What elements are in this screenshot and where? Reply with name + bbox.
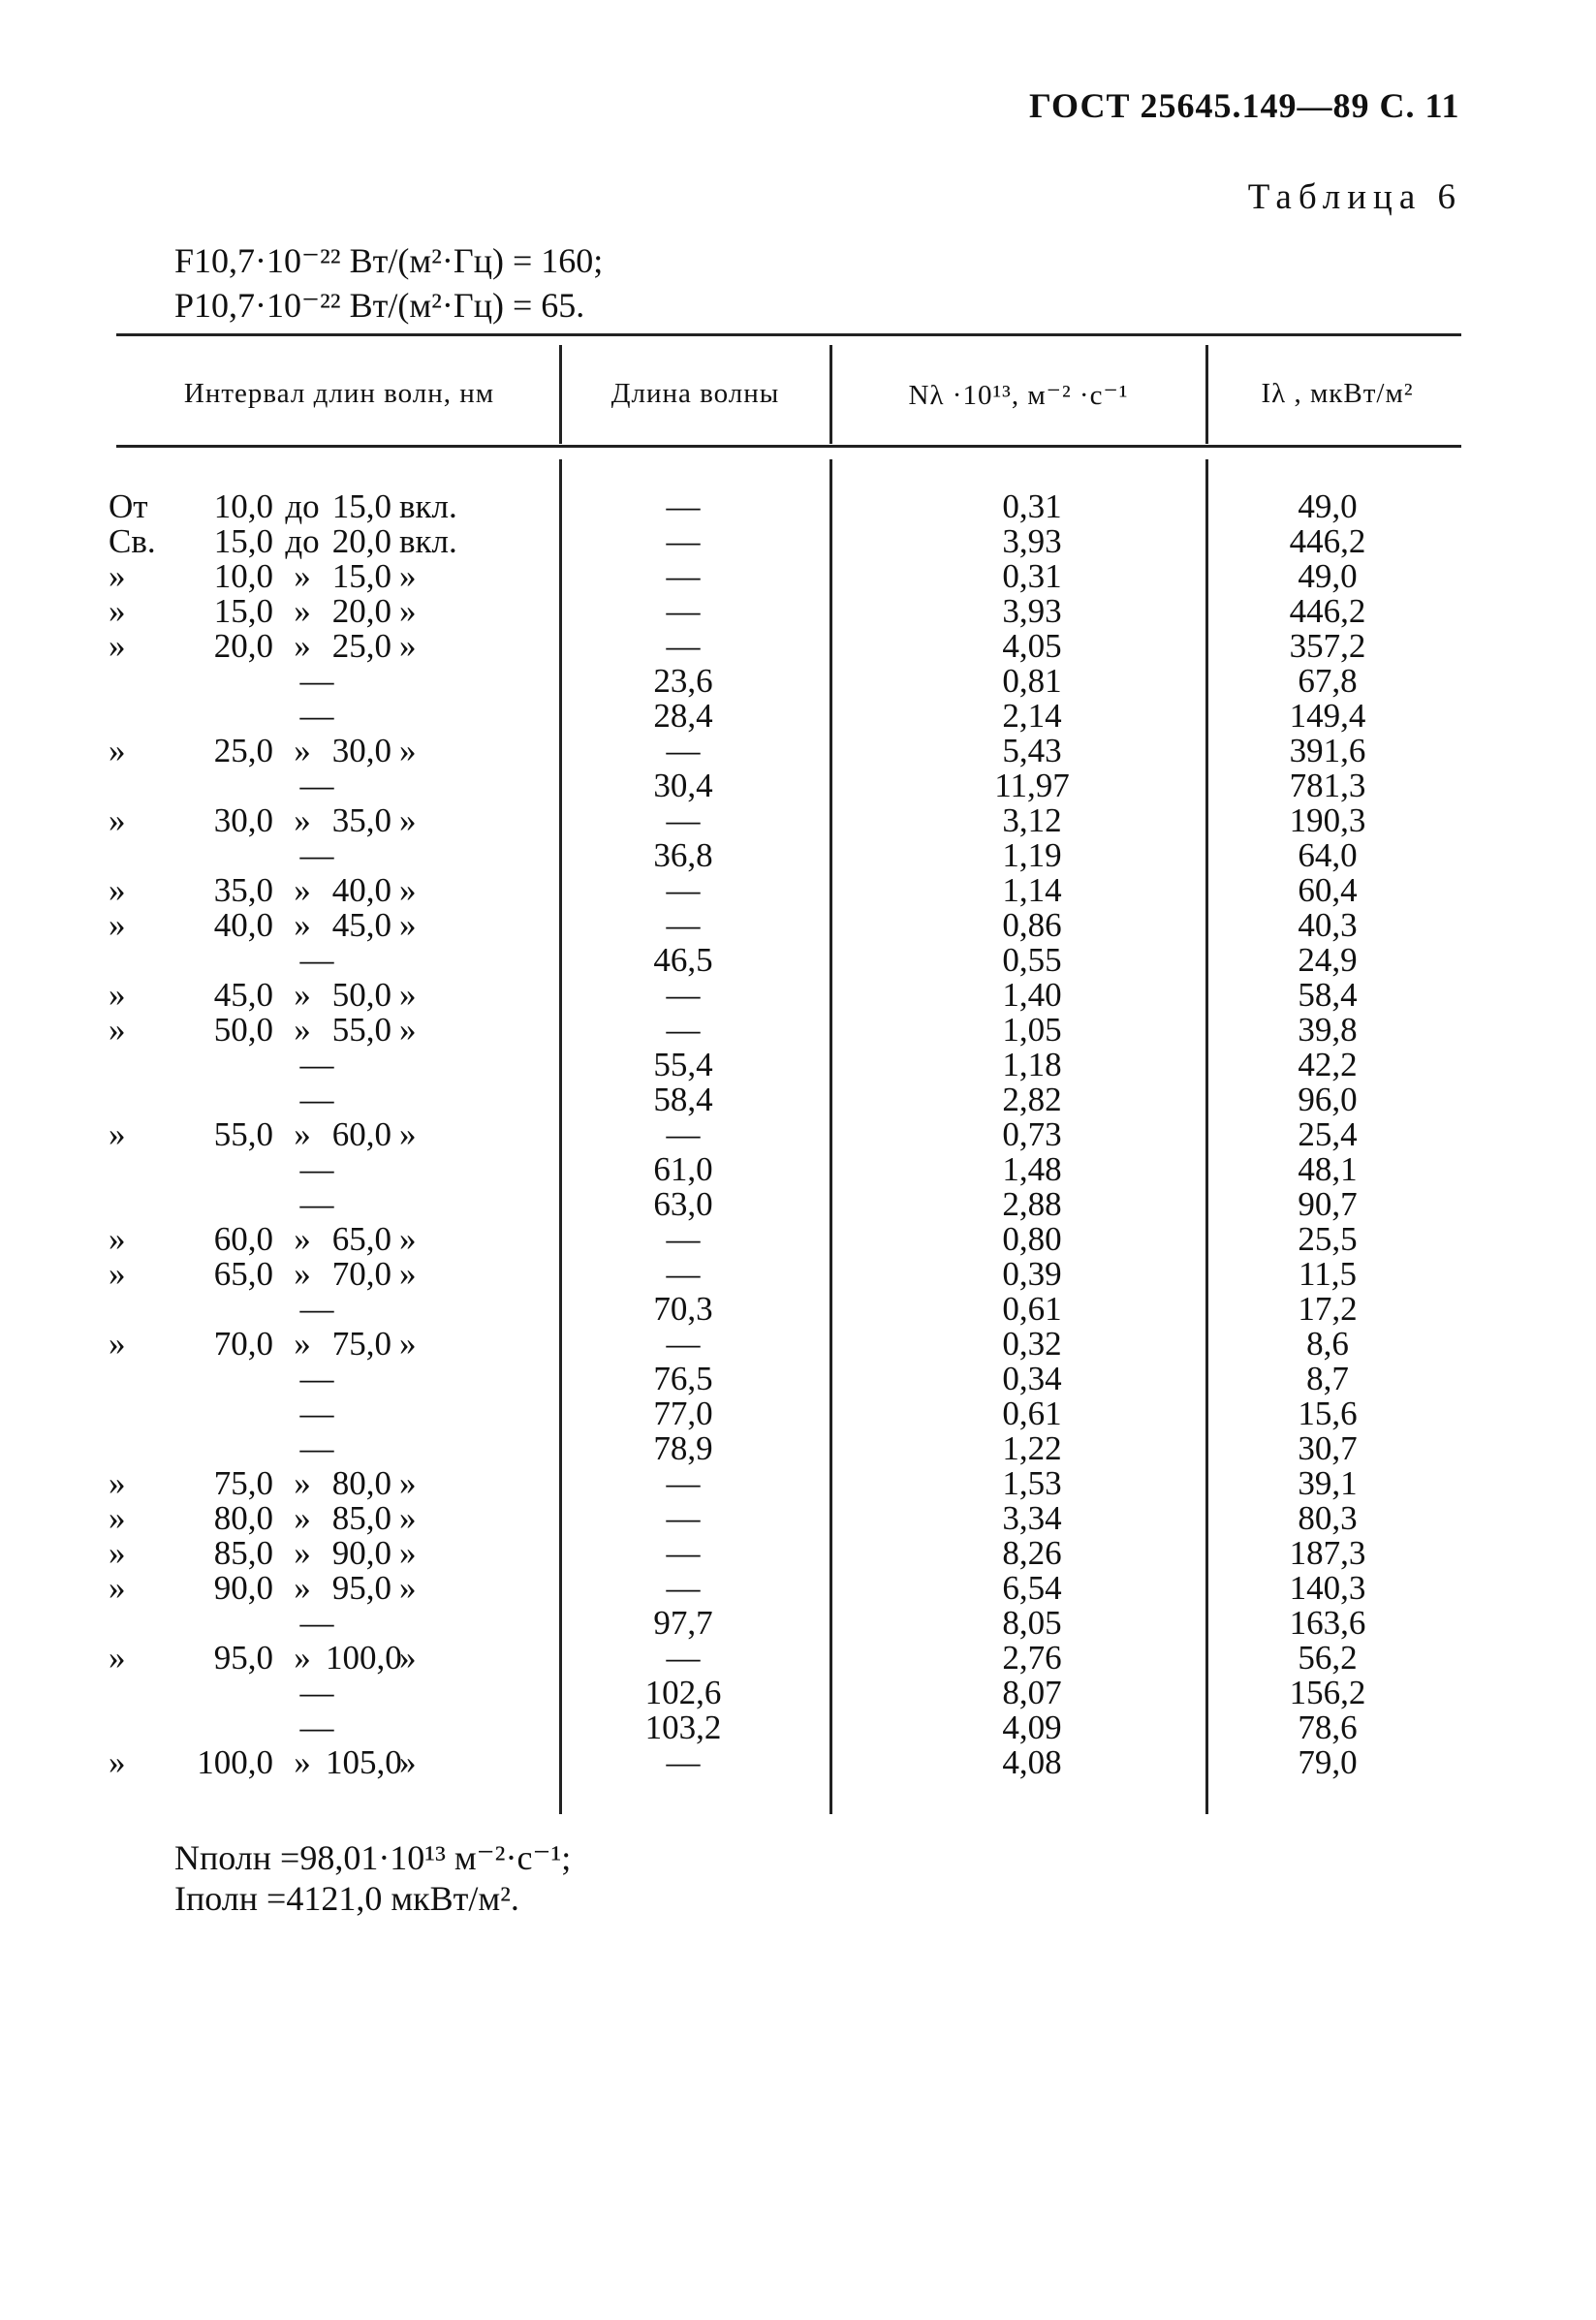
intensity-cell: 190,3 <box>1289 801 1366 839</box>
interval-prefix: » <box>109 592 126 630</box>
intensity-cell: 391,6 <box>1289 732 1366 769</box>
interval-connector: » <box>294 592 311 630</box>
table-row <box>0 1362 1596 1396</box>
wavelength-cell: — <box>666 1011 701 1049</box>
interval-prefix: » <box>109 1534 126 1572</box>
interval-prefix: » <box>109 906 126 944</box>
flux-cell: 11,97 <box>994 767 1070 804</box>
wavelength-cell: — <box>666 1220 701 1258</box>
interval-connector: » <box>294 871 311 909</box>
table-row <box>0 1710 1596 1745</box>
interval-from: 85,0 <box>213 1534 273 1572</box>
intensity-cell: 39,8 <box>1298 1011 1358 1049</box>
p107-line: P10,7·10⁻²² Вт/(м²·Гц) = 65. <box>174 286 585 325</box>
column-header-intensity: Iλ , мкВт/м² <box>1261 378 1414 409</box>
flux-cell: 1,18 <box>1002 1046 1062 1083</box>
flux-cell: 6,54 <box>1002 1569 1062 1607</box>
flux-cell: 0,80 <box>1002 1220 1062 1258</box>
interval-connector: » <box>294 1743 311 1781</box>
table-row <box>0 873 1596 908</box>
intensity-cell: 58,4 <box>1298 976 1358 1014</box>
table-row <box>0 1222 1596 1257</box>
wavelength-cell: 70,3 <box>653 1290 713 1328</box>
flux-cell: 1,05 <box>1002 1011 1062 1049</box>
interval-to: 75,0 <box>331 1325 391 1363</box>
flux-cell: 0,81 <box>1002 662 1062 700</box>
table-row <box>0 559 1596 594</box>
interval-from: 75,0 <box>213 1464 273 1502</box>
wavelength-cell: 77,0 <box>653 1395 713 1432</box>
table-row <box>0 768 1596 803</box>
interval-prefix: » <box>109 1743 126 1781</box>
interval-from: 20,0 <box>213 627 273 665</box>
wavelength-cell: 63,0 <box>653 1185 713 1223</box>
interval-from: 70,0 <box>213 1325 273 1363</box>
interval-to: 85,0 <box>331 1499 391 1537</box>
flux-cell: 8,05 <box>1002 1604 1062 1642</box>
intensity-cell: 15,6 <box>1298 1395 1358 1432</box>
interval-from: 65,0 <box>213 1255 273 1293</box>
interval-suffix: » <box>399 1499 417 1537</box>
table-row <box>0 1187 1596 1222</box>
table-row <box>0 838 1596 873</box>
flux-cell: 1,53 <box>1002 1464 1062 1502</box>
interval-prefix: » <box>109 801 126 839</box>
interval-connector: » <box>294 627 311 665</box>
interval-prefix: » <box>109 1639 126 1677</box>
interval-from: 60,0 <box>213 1220 273 1258</box>
table-row <box>0 1676 1596 1710</box>
interval-prefix: » <box>109 1011 126 1049</box>
interval-dash: — <box>299 1429 334 1467</box>
table-row <box>0 1257 1596 1292</box>
interval-suffix: » <box>399 976 417 1014</box>
wavelength-cell: 58,4 <box>653 1081 713 1118</box>
interval-connector: » <box>294 1325 311 1363</box>
flux-cell: 2,82 <box>1002 1081 1062 1118</box>
wavelength-cell: — <box>666 522 701 560</box>
total-intensity: Iполн =4121,0 мкВт/м². <box>174 1879 519 1918</box>
interval-to: 100,0 <box>326 1639 402 1677</box>
interval-suffix: » <box>399 1639 417 1677</box>
wavelength-cell: — <box>666 1534 701 1572</box>
interval-connector: » <box>294 906 311 944</box>
interval-suffix: » <box>399 801 417 839</box>
interval-to: 20,0 <box>331 522 391 560</box>
interval-prefix: » <box>109 1325 126 1363</box>
flux-cell: 2,88 <box>1002 1185 1062 1223</box>
table-row <box>0 1327 1596 1362</box>
interval-suffix: » <box>399 1220 417 1258</box>
flux-cell: 4,05 <box>1002 627 1062 665</box>
wavelength-cell: 97,7 <box>653 1604 713 1642</box>
flux-cell: 0,73 <box>1002 1115 1062 1153</box>
wavelength-cell: 76,5 <box>653 1360 713 1397</box>
interval-to: 40,0 <box>331 871 391 909</box>
table-row <box>0 1152 1596 1187</box>
wavelength-cell: 61,0 <box>653 1150 713 1188</box>
table-row <box>0 978 1596 1013</box>
interval-dash: — <box>299 1360 334 1397</box>
header-divider-3 <box>1205 345 1208 444</box>
interval-to: 25,0 <box>331 627 391 665</box>
interval-suffix: » <box>399 1011 417 1049</box>
flux-cell: 0,86 <box>1002 906 1062 944</box>
interval-suffix: » <box>399 871 417 909</box>
interval-suffix: » <box>399 592 417 630</box>
table-row <box>0 1117 1596 1152</box>
interval-prefix: » <box>109 871 126 909</box>
interval-to: 20,0 <box>331 592 391 630</box>
interval-suffix: » <box>399 732 417 769</box>
table-row <box>0 664 1596 699</box>
intensity-cell: 79,0 <box>1298 1743 1358 1781</box>
interval-connector: » <box>294 1115 311 1153</box>
flux-cell: 0,32 <box>1002 1325 1062 1363</box>
intensity-cell: 56,2 <box>1298 1639 1358 1677</box>
intensity-cell: 30,7 <box>1298 1429 1358 1467</box>
intensity-cell: 42,2 <box>1298 1046 1358 1083</box>
wavelength-cell: — <box>666 1255 701 1293</box>
wavelength-cell: 28,4 <box>653 697 713 735</box>
table-row <box>0 699 1596 734</box>
intensity-cell: 90,7 <box>1298 1185 1358 1223</box>
interval-prefix: » <box>109 732 126 769</box>
interval-suffix: » <box>399 1743 417 1781</box>
table-row <box>0 1606 1596 1641</box>
interval-connector: » <box>294 976 311 1014</box>
interval-from: 95,0 <box>213 1639 273 1677</box>
interval-suffix: » <box>399 1255 417 1293</box>
interval-connector: » <box>294 1011 311 1049</box>
interval-from: 90,0 <box>213 1569 273 1607</box>
intensity-cell: 25,5 <box>1298 1220 1358 1258</box>
intensity-cell: 163,6 <box>1289 1604 1366 1642</box>
interval-dash: — <box>299 1185 334 1223</box>
interval-to: 90,0 <box>331 1534 391 1572</box>
interval-prefix: » <box>109 1220 126 1258</box>
interval-suffix: » <box>399 1464 417 1502</box>
wavelength-cell: — <box>666 1115 701 1153</box>
interval-prefix: От <box>109 487 148 525</box>
wavelength-cell: — <box>666 801 701 839</box>
wavelength-cell: — <box>666 732 701 769</box>
intensity-cell: 149,4 <box>1289 697 1366 735</box>
interval-from: 100,0 <box>197 1743 273 1781</box>
intensity-cell: 140,3 <box>1289 1569 1366 1607</box>
wavelength-cell: 102,6 <box>644 1674 722 1711</box>
table-row <box>0 594 1596 629</box>
flux-cell: 0,31 <box>1002 557 1062 595</box>
header-divider-1 <box>559 345 562 444</box>
table-row <box>0 1431 1596 1466</box>
wavelength-cell: — <box>666 1325 701 1363</box>
header-divider-2 <box>829 345 832 444</box>
table-row <box>0 1396 1596 1431</box>
intensity-cell: 11,5 <box>1299 1255 1357 1293</box>
page-header: ГОСТ 25645.149—89 С. 11 <box>1029 86 1460 125</box>
flux-cell: 8,26 <box>1002 1534 1062 1572</box>
table-row <box>0 943 1596 978</box>
wavelength-cell: — <box>666 1464 701 1502</box>
wavelength-cell: — <box>666 1499 701 1537</box>
total-flux: Nполн =98,01·10¹³ м⁻²·с⁻¹; <box>174 1838 572 1877</box>
interval-suffix: вкл. <box>399 487 457 525</box>
interval-from: 35,0 <box>213 871 273 909</box>
interval-to: 70,0 <box>331 1255 391 1293</box>
interval-to: 50,0 <box>331 976 391 1014</box>
flux-cell: 3,93 <box>1002 522 1062 560</box>
wavelength-cell: 46,5 <box>653 941 713 979</box>
interval-dash: — <box>299 662 334 700</box>
table-row <box>0 1013 1596 1048</box>
interval-dash: — <box>299 1081 334 1118</box>
wavelength-cell: 55,4 <box>653 1046 713 1083</box>
intensity-cell: 357,2 <box>1289 627 1366 665</box>
intensity-cell: 17,2 <box>1298 1290 1358 1328</box>
table-row <box>0 489 1596 524</box>
table-row <box>0 629 1596 664</box>
interval-from: 80,0 <box>213 1499 273 1537</box>
interval-connector: » <box>294 1534 311 1572</box>
flux-cell: 1,14 <box>1002 871 1062 909</box>
intensity-cell: 39,1 <box>1298 1464 1358 1502</box>
flux-cell: 1,40 <box>1002 976 1062 1014</box>
wavelength-cell: — <box>666 906 701 944</box>
intensity-cell: 67,8 <box>1298 662 1358 700</box>
interval-dash: — <box>299 836 334 874</box>
interval-connector: » <box>294 1639 311 1677</box>
interval-suffix: » <box>399 1569 417 1607</box>
interval-connector: » <box>294 1255 311 1293</box>
interval-prefix: » <box>109 1115 126 1153</box>
interval-to: 65,0 <box>331 1220 391 1258</box>
flux-cell: 3,93 <box>1002 592 1062 630</box>
wavelength-cell: — <box>666 1743 701 1781</box>
table-row <box>0 1536 1596 1571</box>
interval-dash: — <box>299 941 334 979</box>
column-header-flux: Nλ ·10¹³, м⁻² ·с⁻¹ <box>908 380 1129 411</box>
interval-prefix: » <box>109 976 126 1014</box>
intensity-cell: 446,2 <box>1289 592 1366 630</box>
intensity-cell: 25,4 <box>1298 1115 1358 1153</box>
intensity-cell: 446,2 <box>1289 522 1366 560</box>
intensity-cell: 49,0 <box>1298 487 1358 525</box>
interval-to: 105,0 <box>326 1743 402 1781</box>
interval-from: 45,0 <box>213 976 273 1014</box>
interval-prefix: » <box>109 627 126 665</box>
interval-suffix: » <box>399 627 417 665</box>
interval-dash: — <box>299 767 334 804</box>
column-header-interval: Интервал длин волн, нм <box>183 378 495 409</box>
intensity-cell: 60,4 <box>1298 871 1358 909</box>
interval-connector: » <box>294 732 311 769</box>
interval-dash: — <box>299 1709 334 1746</box>
table-row <box>0 1571 1596 1606</box>
interval-to: 95,0 <box>331 1569 391 1607</box>
interval-from: 10,0 <box>213 487 273 525</box>
flux-cell: 8,07 <box>1002 1674 1062 1711</box>
interval-connector: » <box>294 1464 311 1502</box>
intensity-cell: 78,6 <box>1298 1709 1358 1746</box>
interval-connector: » <box>294 1569 311 1607</box>
flux-cell: 0,39 <box>1002 1255 1062 1293</box>
flux-cell: 4,08 <box>1002 1743 1062 1781</box>
interval-suffix: » <box>399 557 417 595</box>
intensity-cell: 187,3 <box>1289 1534 1366 1572</box>
wavelength-cell: 36,8 <box>653 836 713 874</box>
interval-from: 15,0 <box>213 592 273 630</box>
interval-suffix: » <box>399 1534 417 1572</box>
interval-suffix: » <box>399 1325 417 1363</box>
wavelength-cell: — <box>666 627 701 665</box>
flux-cell: 2,14 <box>1002 697 1062 735</box>
interval-prefix: » <box>109 1499 126 1537</box>
intensity-cell: 80,3 <box>1298 1499 1358 1537</box>
interval-from: 40,0 <box>213 906 273 944</box>
flux-cell: 5,43 <box>1002 732 1062 769</box>
wavelength-cell: 23,6 <box>653 662 713 700</box>
totals-block <box>174 1837 571 1919</box>
table-row <box>0 1641 1596 1676</box>
interval-from: 50,0 <box>213 1011 273 1049</box>
interval-dash: — <box>299 1046 334 1083</box>
interval-to: 80,0 <box>331 1464 391 1502</box>
column-header-wavelength: Длина волны <box>610 378 780 409</box>
interval-from: 15,0 <box>213 522 273 560</box>
flux-cell: 1,48 <box>1002 1150 1062 1188</box>
table-row <box>0 1745 1596 1780</box>
interval-to: 60,0 <box>331 1115 391 1153</box>
interval-to: 15,0 <box>331 487 391 525</box>
table-row <box>0 1048 1596 1082</box>
interval-suffix: » <box>399 906 417 944</box>
table-row <box>0 908 1596 943</box>
interval-dash: — <box>299 1395 334 1432</box>
wavelength-cell: — <box>666 976 701 1014</box>
flux-cell: 0,61 <box>1002 1395 1062 1432</box>
intensity-cell: 156,2 <box>1289 1674 1366 1711</box>
interval-dash: — <box>299 1290 334 1328</box>
interval-prefix: » <box>109 1464 126 1502</box>
interval-to: 55,0 <box>331 1011 391 1049</box>
wavelength-cell: 30,4 <box>653 767 713 804</box>
interval-connector: до <box>285 522 320 560</box>
interval-prefix: » <box>109 557 126 595</box>
interval-connector: » <box>294 1220 311 1258</box>
table-row <box>0 734 1596 768</box>
wavelength-cell: — <box>666 592 701 630</box>
flux-cell: 0,55 <box>1002 941 1062 979</box>
interval-dash: — <box>299 1150 334 1188</box>
interval-from: 25,0 <box>213 732 273 769</box>
wavelength-cell: 103,2 <box>644 1709 722 1746</box>
flux-cell: 3,34 <box>1002 1499 1062 1537</box>
interval-from: 55,0 <box>213 1115 273 1153</box>
flux-cell: 1,22 <box>1002 1429 1062 1467</box>
flux-cell: 2,76 <box>1002 1639 1062 1677</box>
table-row <box>0 1466 1596 1501</box>
interval-prefix: » <box>109 1255 126 1293</box>
flux-cell: 0,34 <box>1002 1360 1062 1397</box>
intensity-cell: 781,3 <box>1289 767 1366 804</box>
parameter-block <box>174 238 603 328</box>
interval-from: 10,0 <box>213 557 273 595</box>
table-row <box>0 1082 1596 1117</box>
interval-suffix: вкл. <box>399 522 457 560</box>
interval-suffix: » <box>399 1115 417 1153</box>
intensity-cell: 64,0 <box>1298 836 1358 874</box>
wavelength-cell: — <box>666 1639 701 1677</box>
wavelength-cell: 78,9 <box>653 1429 713 1467</box>
flux-cell: 4,09 <box>1002 1709 1062 1746</box>
intensity-cell: 48,1 <box>1298 1150 1358 1188</box>
flux-cell: 3,12 <box>1002 801 1062 839</box>
table-label: Таблица 6 <box>1247 177 1462 217</box>
table-top-rule <box>116 333 1461 336</box>
flux-cell: 0,61 <box>1002 1290 1062 1328</box>
table-row <box>0 1292 1596 1327</box>
wavelength-cell: — <box>666 871 701 909</box>
interval-from: 30,0 <box>213 801 273 839</box>
f107-line: F10,7·10⁻²² Вт/(м²·Гц) = 160; <box>174 241 604 280</box>
interval-connector: » <box>294 801 311 839</box>
wavelength-cell: — <box>666 1569 701 1607</box>
interval-connector: до <box>285 487 320 525</box>
interval-to: 30,0 <box>331 732 391 769</box>
interval-connector: » <box>294 557 311 595</box>
intensity-cell: 8,6 <box>1306 1325 1349 1363</box>
interval-to: 45,0 <box>331 906 391 944</box>
intensity-cell: 96,0 <box>1298 1081 1358 1118</box>
flux-cell: 0,31 <box>1002 487 1062 525</box>
interval-dash: — <box>299 1604 334 1642</box>
intensity-cell: 40,3 <box>1298 906 1358 944</box>
intensity-cell: 8,7 <box>1306 1360 1349 1397</box>
table-row <box>0 1501 1596 1536</box>
interval-to: 35,0 <box>331 801 391 839</box>
interval-dash: — <box>299 697 334 735</box>
interval-prefix: » <box>109 1569 126 1607</box>
wavelength-cell: — <box>666 487 701 525</box>
intensity-cell: 24,9 <box>1298 941 1358 979</box>
table-row <box>0 803 1596 838</box>
flux-cell: 1,19 <box>1002 836 1062 874</box>
table-header-rule <box>116 445 1461 448</box>
interval-prefix: Св. <box>109 522 156 560</box>
interval-dash: — <box>299 1674 334 1711</box>
interval-connector: » <box>294 1499 311 1537</box>
interval-to: 15,0 <box>331 557 391 595</box>
wavelength-cell: — <box>666 557 701 595</box>
table-row <box>0 524 1596 559</box>
intensity-cell: 49,0 <box>1298 557 1358 595</box>
